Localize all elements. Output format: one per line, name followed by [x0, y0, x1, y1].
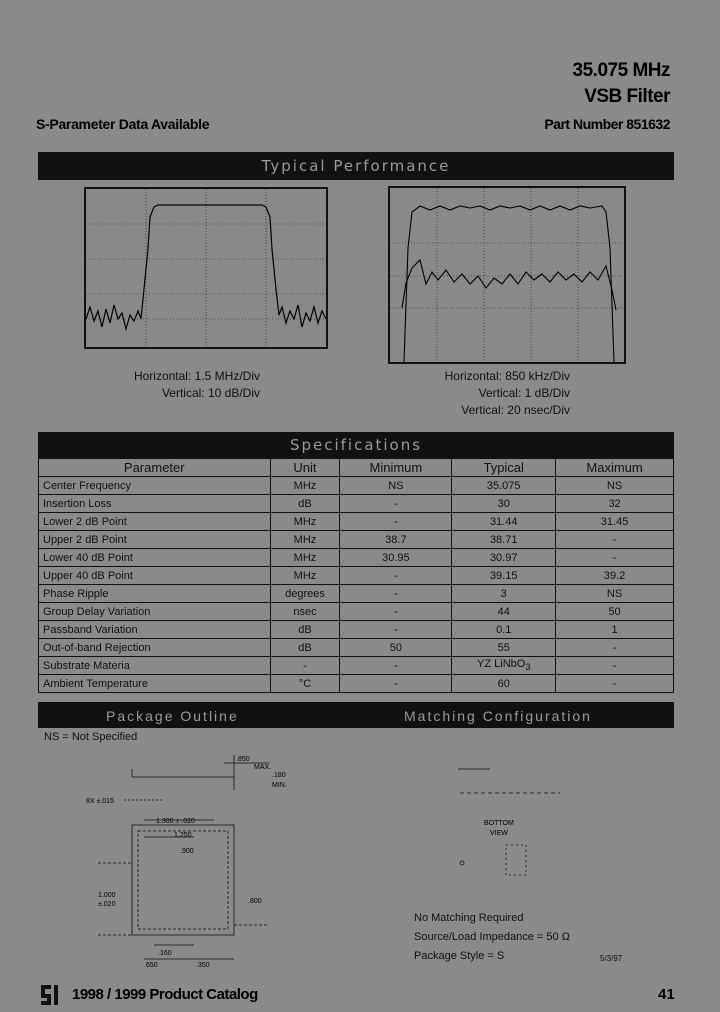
cell-text: 30: [497, 497, 510, 510]
table-cell: [270, 603, 340, 621]
cell-text: Lower 2 dB Point: [43, 515, 127, 528]
cell-text: -: [394, 605, 398, 618]
specifications-banner: Specifications: [38, 432, 674, 458]
table-cell: [39, 657, 271, 675]
table-row: [39, 567, 674, 585]
package-outline-title: Package Outline: [106, 708, 239, 724]
table-cell: [340, 531, 452, 549]
cell-text: nsec: [293, 605, 317, 618]
cell-text: 30.97: [489, 551, 518, 564]
table-row: [39, 639, 674, 657]
table-cell: [270, 549, 340, 567]
dim-850: .850: [236, 756, 250, 763]
matching-config-title: Matching Configuration: [404, 708, 592, 724]
table-cell: [270, 567, 340, 585]
table-cell: [452, 531, 556, 549]
cell-text: Upper 2 dB Point: [43, 533, 127, 546]
table-cell: [556, 675, 674, 693]
cell-text: MHz: [293, 569, 317, 582]
cell-text: NS: [388, 479, 404, 492]
cell-text: -: [303, 659, 307, 672]
table-cell: [39, 495, 271, 513]
table-row: [39, 657, 674, 675]
dim-min: MIN.: [272, 782, 287, 789]
table-cell: [340, 675, 452, 693]
catalog-title: 1998 / 1999 Product Catalog: [72, 986, 258, 1003]
table-cell: [340, 585, 452, 603]
cell-text: -: [394, 497, 398, 510]
table-cell: [452, 513, 556, 531]
specifications-table: [38, 458, 674, 693]
passband-plot: [388, 186, 626, 364]
cell-text: -: [612, 641, 617, 654]
table-cell: [270, 675, 340, 693]
cell-text: Lower 40 dB Point: [43, 551, 133, 564]
cell-text: 3: [500, 587, 507, 600]
cell-text: -: [394, 569, 398, 582]
table-cell: [39, 621, 271, 639]
matching-note: Package Style = S: [414, 950, 505, 962]
dim-650: .650: [144, 962, 158, 969]
table-cell: [556, 567, 674, 585]
cell-text: -: [612, 533, 617, 546]
table-row: [39, 603, 674, 621]
cell-text: -: [394, 623, 398, 636]
cell-text: -: [612, 659, 617, 672]
cell-text: 0.1: [496, 623, 512, 636]
page-number: 41: [658, 986, 675, 1003]
frequency-title: 35.075 MHz: [572, 60, 670, 81]
performance-banner: Typical Performance: [38, 152, 674, 180]
dim-900: .900: [180, 848, 194, 855]
cell-text: Group Delay Variation: [43, 605, 151, 618]
table-cell: [452, 585, 556, 603]
table-cell: [270, 477, 340, 495]
table-cell: [556, 531, 674, 549]
table-cell: [270, 639, 340, 657]
plot2-caption-line: Vertical: 1 dB/Div: [478, 386, 570, 400]
table-cell: [39, 531, 271, 549]
table-cell: [556, 477, 674, 495]
passband-svg: [390, 188, 624, 362]
table-cell: [340, 495, 452, 513]
table-cell: [270, 495, 340, 513]
cell-text: -: [394, 587, 398, 600]
plot1-caption-line: Vertical: 10 dB/Div: [161, 386, 260, 400]
dim-1250: 1.250: [174, 832, 192, 839]
matching-note: No Matching Required: [414, 912, 524, 924]
table-cell: [452, 477, 556, 495]
dim-350: .350: [196, 962, 210, 969]
cell-text: Substrate Materia: [43, 659, 130, 672]
column-header: Unit: [270, 459, 340, 477]
cell-text: -: [394, 659, 398, 672]
plot1-caption-line: Horizontal: 1.5 MHz/Div: [133, 369, 260, 383]
cell-text: NS: [606, 587, 623, 600]
package-outline-drawing: [84, 745, 287, 975]
table-cell: [270, 513, 340, 531]
cell-text: 60: [497, 677, 510, 690]
cell-text: 32: [608, 497, 621, 510]
table-cell: [39, 549, 271, 567]
table-cell: [452, 603, 556, 621]
dim-020: ±.020: [98, 901, 116, 908]
table-cell: [452, 657, 556, 675]
dim-160: .160: [158, 950, 172, 957]
table-cell: [340, 603, 452, 621]
cell-text: Phase Ripple: [43, 587, 109, 600]
cell-text: 50: [608, 605, 621, 618]
dim-1000: 1.000: [98, 892, 116, 899]
dim-max: MAX.: [254, 764, 272, 771]
table-cell: [39, 585, 271, 603]
table-cell: [39, 567, 271, 585]
cell-text: MHz: [293, 515, 317, 528]
table-cell: [556, 513, 674, 531]
cell-text: 30.95: [382, 551, 410, 564]
view-label: VIEW: [490, 830, 508, 837]
cell-text: Upper 40 dB Point: [43, 569, 133, 582]
cell-text: 31.45: [600, 515, 629, 528]
cell-text: MHz: [293, 479, 317, 492]
cell-text: -: [394, 515, 398, 528]
table-row: [39, 585, 674, 603]
cell-text: degrees: [285, 587, 325, 600]
cell-text: 1: [611, 623, 618, 636]
cell-text: Ambient Temperature: [43, 677, 148, 690]
column-header: Typical: [452, 459, 556, 477]
cell-text: 55: [497, 641, 510, 654]
table-cell: [452, 549, 556, 567]
table-cell: [340, 477, 452, 495]
table-cell: [270, 585, 340, 603]
part-number: Part Number 851632: [544, 116, 670, 132]
table-cell: [556, 495, 674, 513]
table-cell: [556, 549, 674, 567]
company-logo-icon: [38, 982, 64, 1008]
cell-text: Out-of-band Rejection: [43, 641, 151, 654]
cell-text: -: [394, 677, 398, 690]
table-cell: [39, 477, 271, 495]
table-cell: [452, 495, 556, 513]
table-cell: [340, 621, 452, 639]
table-cell: [39, 675, 271, 693]
revision-date: 5/3/97: [600, 954, 623, 963]
table-cell: [340, 549, 452, 567]
cell-text: 39.2: [603, 569, 626, 582]
plot2-caption-line: Horizontal: 850 kHz/Div: [444, 369, 570, 383]
cell-text: dB: [298, 641, 312, 654]
table-cell: [452, 639, 556, 657]
cell-text: 38.71: [489, 533, 518, 546]
table-header-row: [39, 459, 674, 477]
table-cell: [556, 585, 674, 603]
ns-note: NS = Not Specified: [44, 731, 138, 743]
table-cell: [556, 639, 674, 657]
cell-text: -: [612, 551, 617, 564]
column-header: Minimum: [340, 459, 452, 477]
cell-text: °C: [298, 677, 312, 690]
cell-text: 50: [389, 641, 402, 654]
plot2-caption-line: Vertical: 20 nsec/Div: [461, 403, 570, 417]
cell-text: Passband Variation: [43, 623, 138, 636]
column-header: Parameter: [39, 459, 271, 477]
table-cell: [556, 657, 674, 675]
cell-text: 35.075: [486, 479, 521, 492]
table-cell: [452, 621, 556, 639]
cell-text: 38.7: [385, 533, 407, 546]
dim-1300: 1.300 ± .020: [156, 818, 195, 825]
bottom-label: BOTTOM: [484, 820, 514, 827]
cell-text: NS: [606, 479, 623, 492]
sparam-note: S-Parameter Data Available: [36, 116, 210, 132]
table-cell: [556, 603, 674, 621]
table-cell: [556, 621, 674, 639]
cell-text: 31.44: [489, 515, 518, 528]
column-header: Maximum: [556, 459, 674, 477]
table-row: [39, 495, 674, 513]
frequency-response-svg: [86, 189, 326, 347]
specifications-body: [39, 477, 674, 693]
cell-text: Insertion Loss: [43, 497, 112, 510]
cell-text: 44: [497, 605, 510, 618]
table-cell: [452, 675, 556, 693]
table-row: [39, 531, 674, 549]
table-row: [39, 513, 674, 531]
plot1-caption: [110, 368, 260, 402]
dim-015: 8X ±.015: [86, 798, 114, 805]
matching-note: Source/Load Impedance = 50 Ω: [414, 931, 570, 943]
table-cell: [340, 657, 452, 675]
substrate-subscript: 3: [525, 662, 531, 673]
product-title: VSB Filter: [584, 86, 670, 107]
cell-text: YZ LiNbO: [477, 658, 526, 671]
dim-800: .800: [248, 898, 262, 905]
table-cell: [340, 639, 452, 657]
matching-config-drawing: [450, 755, 590, 905]
table-cell: [39, 639, 271, 657]
frequency-response-plot: [84, 187, 328, 349]
table-row: [39, 477, 674, 495]
cell-text: dB: [298, 497, 312, 510]
table-cell: [39, 603, 271, 621]
table-row: [39, 675, 674, 693]
table-row: [39, 621, 674, 639]
cell-text: dB: [298, 623, 312, 636]
dim-180: .180: [272, 772, 286, 779]
cell-text: Center Frequency: [43, 479, 132, 492]
plot2-caption: [420, 368, 570, 419]
table-cell: [39, 513, 271, 531]
cell-text: MHz: [293, 533, 317, 546]
table-cell: [270, 621, 340, 639]
cell-text: -: [612, 677, 617, 690]
table-cell: [270, 657, 340, 675]
table-cell: [452, 567, 556, 585]
table-row: [39, 549, 674, 567]
table-cell: [270, 531, 340, 549]
cell-text: MHz: [293, 551, 317, 564]
table-cell: [340, 567, 452, 585]
table-cell: [340, 513, 452, 531]
cell-text: 39.15: [489, 569, 518, 582]
